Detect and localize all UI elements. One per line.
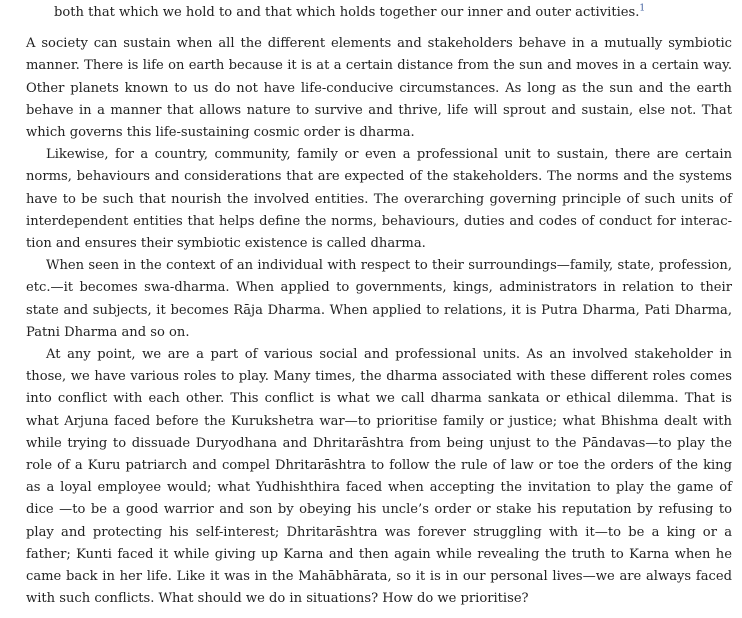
paragraph-swa-dharma: When seen in the context of an individual with respect to their surroundings—family, state, profession, etc.—it becomes swa-dharma. When applied to governments, kings, administrators in relation to their state and subjects, it becomes Rāja Dharma. When applied to relations, it is Putra Dharma, Pati Dharma, Patni Dharma and so on.: [26, 258, 732, 340]
paragraph-dharma-sankata: At any point, we are a part of various social and professional units. As an involved stakeholder in those, we have various roles to play. Many times, the dharma associated with these different roles comes into conflict with each other. This conflict is what we call dharma sankata or ethical dilemma. That is what Arjuna faced before the Kurukshetra war—to prioritise family or justice; what Bhishma dealt with while trying to dissuade Duryodhana and Dhritarāshtra from being unjust to the Pāndavas—to play the role of a Kuru patriarch and compel Dhritarāshtra to follow the rule of law or toe the orders of the king as a loyal employee would; what Yudhishthira faced when accepting the invitation to play the game of dice —to be a good warrior and son by obeying his uncle’s order or stake his reputation by refusing to play and protecting his self-interest; Dhritarāshtra was forever struggling with it—to be a king or a father; Kunti faced it while giving up Karna and then again while revealing the truth to Karna when he came back in her life. Like it was in the Mahābhārata, so it is in our personal lives—we are always faced with such conflicts. What should we do in situations? How do we prioritise?: [26, 347, 732, 607]
paragraph-society: A society can sustain when all the different elements and stakeholders behave in a mutually symbiotic manner. There is life on earth because it is at a certain distance from the sun and moves in a certain way. Other planets known to us do not have life-conducive circumstances. As long as the sun and the earth behave in a manner that allows nature to survive and thrive, life will sprout and sustain, else not. That which governs this life-sustaining cosmic order is dharma.: [26, 36, 732, 141]
paragraph-likewise: Likewise, for a country, community, family or even a professional unit to sustain, there are certain norms, behaviours and considerations that are expected of the stakeholders. The norms and the systems have to be such that nourish the involved entities. The overarching governing principle of such units of interdependent entities that helps define the norms, behaviours, duties and codes of conduct for interaction and ensures their symbiotic existence is called dharma.: [26, 147, 732, 252]
opening-line-text: both that which we hold to and that which holds together our inner and outer activities.: [54, 5, 640, 20]
footnote-marker[interactable]: 1: [639, 3, 646, 14]
opening-line: [26, 2, 732, 24]
